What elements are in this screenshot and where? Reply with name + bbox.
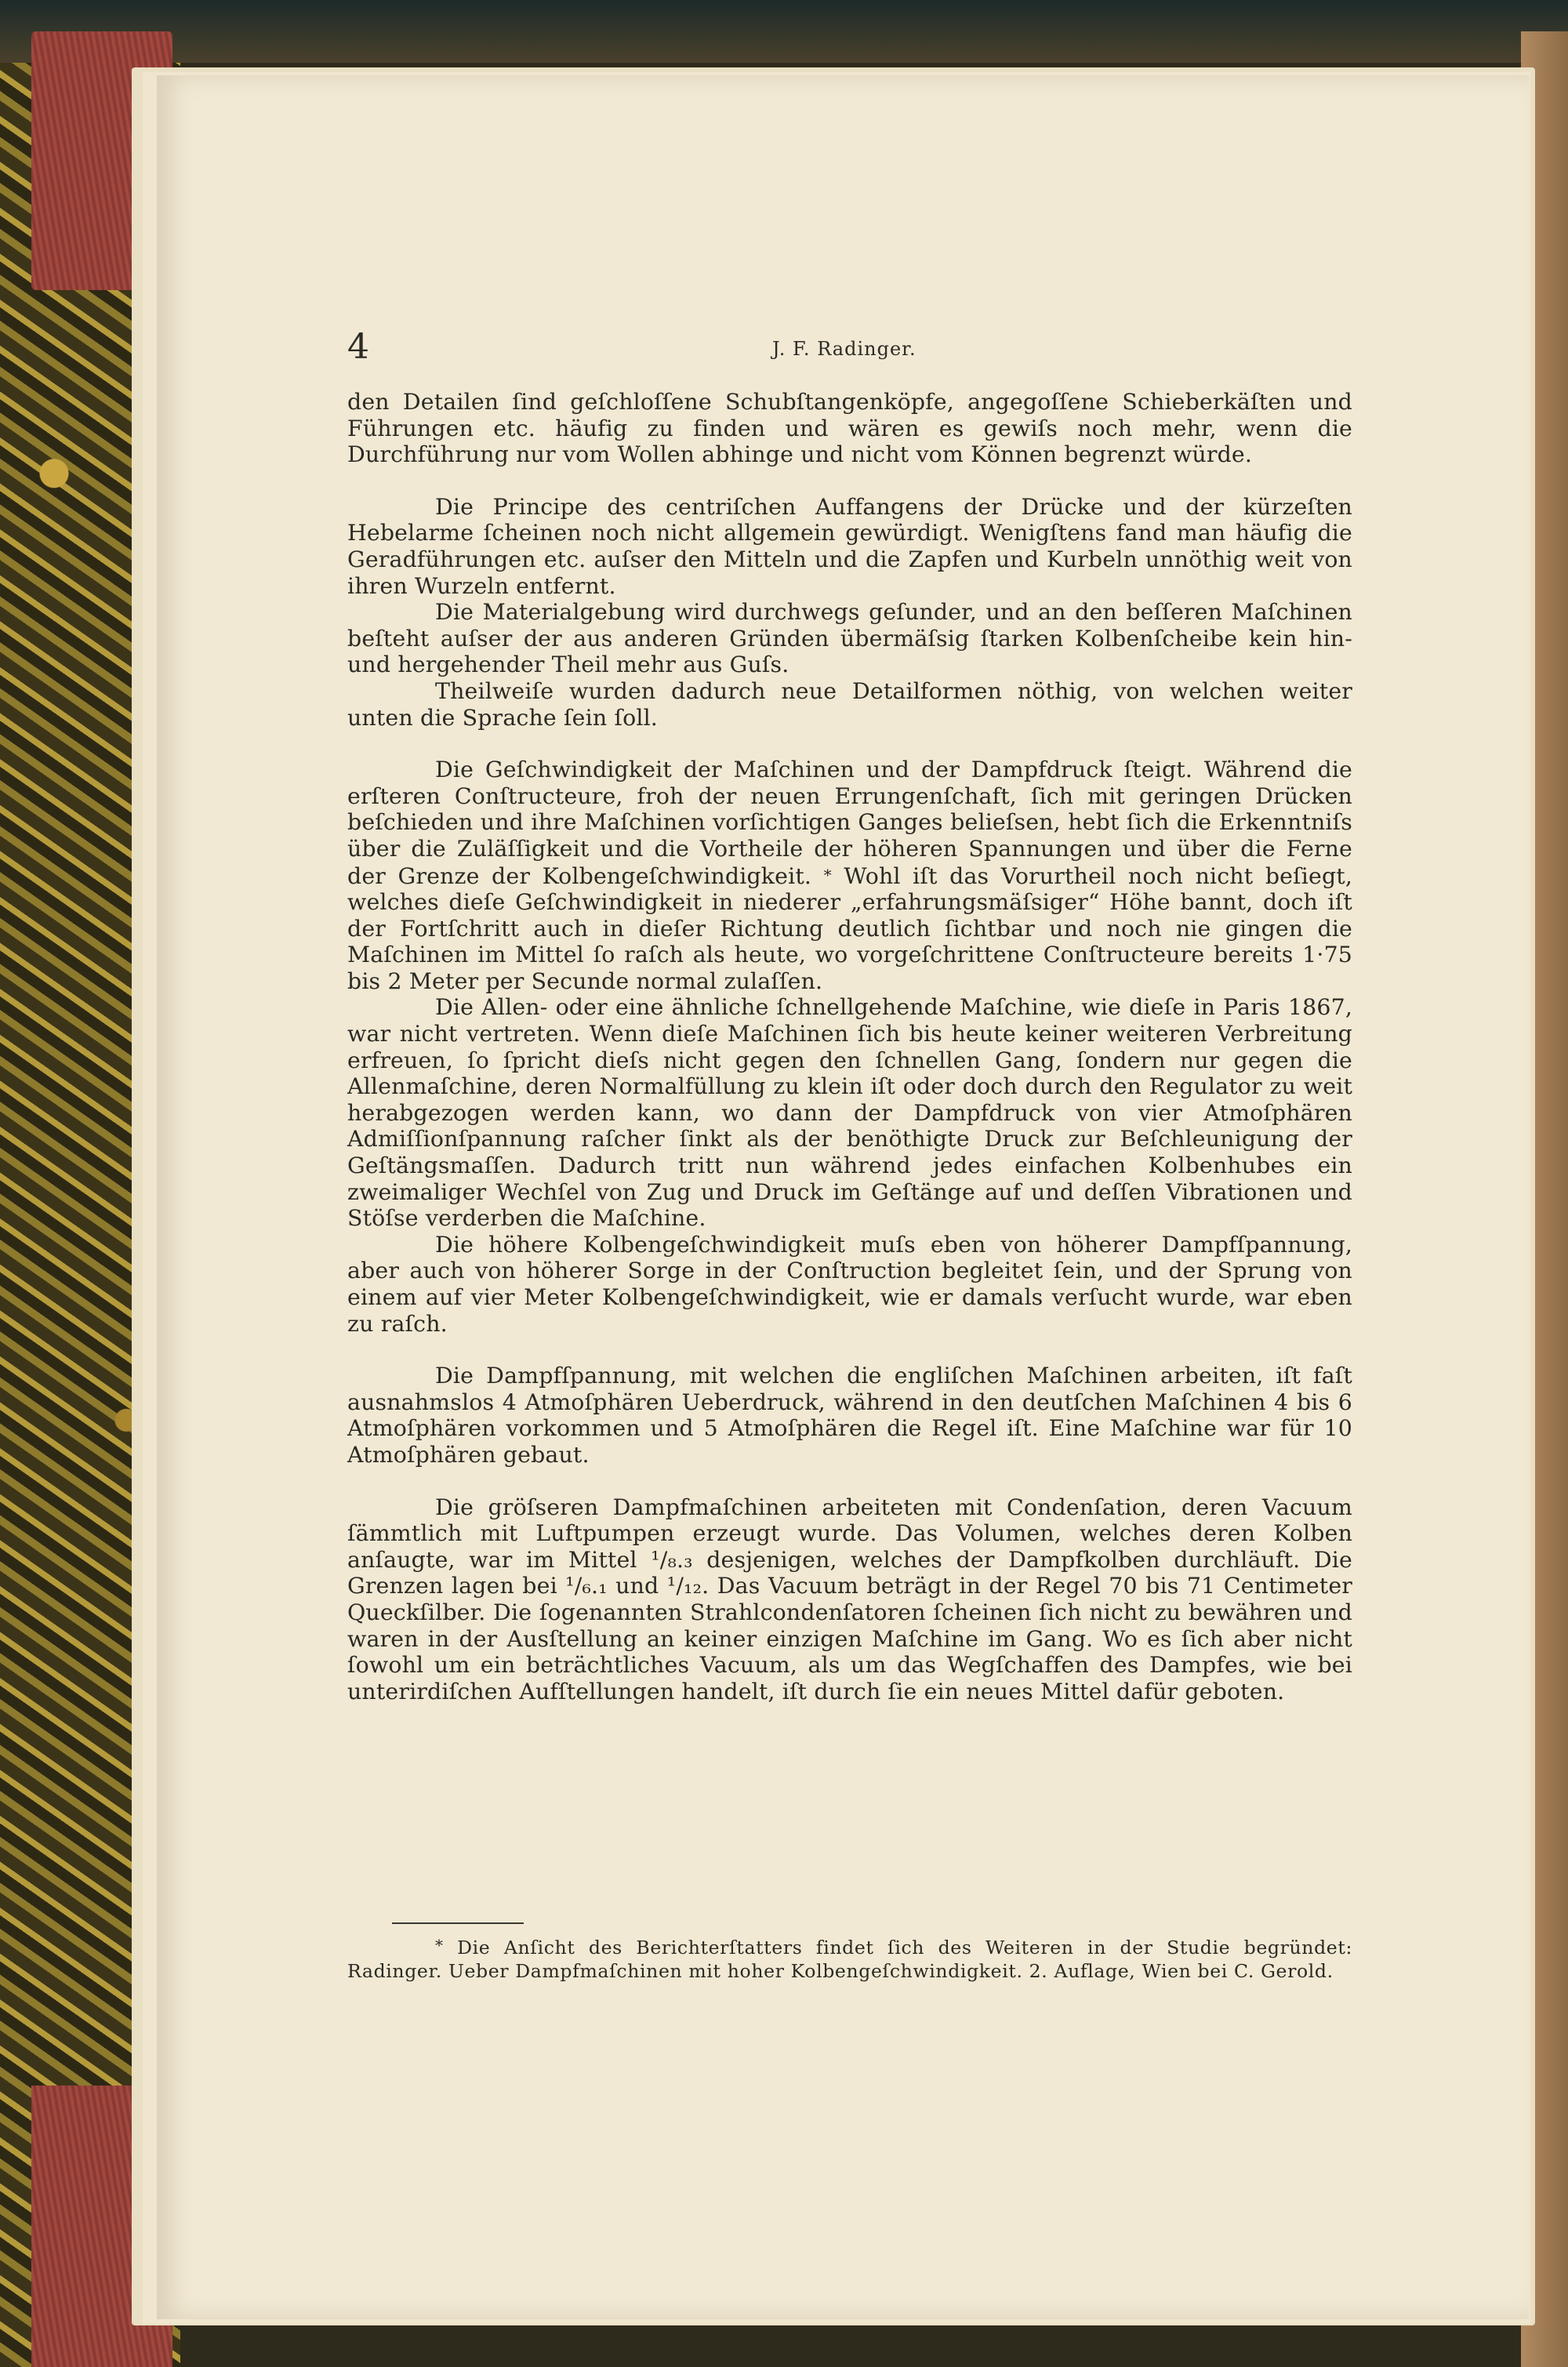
paragraph-5-text: Die Geſchwindigkeit der Maſchinen und der Dampfdruck ſteigt. Während die erſteren Conſtructeure, froh der neuen Errungenſchaft, ſich mit geringen Drücken beſchieden und ihre Maſchinen vorſichtigen Ganges belieſsen, hebt ſich die Erkenntniſs über die Zuläſſigkeit und die Vortheile der höheren Spannungen und über die Ferne der Grenze der Kolbengeſchwindigkeit. <box>347 757 1352 889</box>
footnote-marker-bottom: * <box>435 1936 444 1955</box>
footnote-divider <box>392 1922 524 1924</box>
footnote-paragraph <box>347 1933 1352 1983</box>
paragraph-8: Die Dampfſpannung, mit welchen die engliſchen Maſchinen arbeiten, iſt faſt ausnahmslos 4 Atmoſphären Ueberdruck, während in den deutſchen Maſchinen 4 bis 6 Atmoſphären vorkommen und 5 Atmoſphären die Regel iſt. Eine Maſchine war für 10 Atmoſphären gebaut. <box>347 1363 1352 1468</box>
page-number: 4 <box>347 327 369 367</box>
paragraph-5 <box>347 757 1352 994</box>
paragraph-7: Die höhere Kolbengeſchwindigkeit muſs eben von höherer Dampfſpannung, aber auch von höherer Sorge in der Conſtruction begleitet ſein, und der Sprung von einem auf vier Meter Kolbengeſchwindigkeit, wie er damals verſucht wurde, war eben zu raſch. <box>347 1231 1352 1337</box>
paragraph-1-line-3: Durchführung nur vom Wollen abhinge und nicht vom Können begrenzt würde. <box>347 441 1253 468</box>
footnote-marker: * <box>823 865 832 884</box>
paragraph-4: Theilweiſe wurden dadurch neue Detailformen nöthig, von welchen weiter unten die Sprache ſein ſoll. <box>347 677 1352 731</box>
paragraph-1-line-2: und Führungen etc. häufig zu finden und wären es gewiſs noch mehr, wenn die <box>347 389 1352 441</box>
paragraph-2: Die Principe des centriſchen Auffangens der Drücke und der kürzeſten Hebelarme ſcheinen noch nicht allgemein gewürdigt. Wenigſtens fand man häufig die Geradführungen etc. auſser den Mitteln und die Zapfen und Kurbeln unnöthig weit von ihren Wurzeln entfernt. <box>347 493 1352 599</box>
paragraph-5-continued: Wohl iſt das Vorurtheil noch nicht beſiegt, welches dieſe Geſchwindigkeit in niederer „erfahrungsmäſsiger“ Höhe bannt, doch iſt der Fortſchritt auch in dieſer Richtung deutlich ſichtbar und noch nie gingen die Maſchinen im Mittel ſo raſch als heute, wo vorgeſchrittene Conſtructeure bereits 1·75 bis 2 Meter per Secunde normal zulaſſen. <box>347 862 1352 994</box>
footnote <box>347 1933 1352 1983</box>
body-text <box>347 389 1352 1704</box>
paragraph-1 <box>347 389 1352 468</box>
paragraph-1-line-1: den Detailen ſind geſchloſſene Schubſtangenköpfe, angegoſſene Schieberkäſten <box>347 389 1296 415</box>
paragraph-6: Die Allen- oder eine ähnliche ſchnellgehende Maſchine, wie dieſe in Paris 1867, war nicht vertreten. Wenn dieſe Maſchinen ſich bis heute keiner weiteren Verbreitung erfreuen, ſo ſpricht dieſs nicht gegen den ſchnellen Gang, ſondern nur gegen die Allenmaſchine, deren Normalfüllung zu klein iſt oder doch durch den Regulator zu weit herabgezogen werden kann, wo dann der Dampfdruck von vier Atmoſphären Admiſſionſpannung raſcher ſinkt als der benöthigte Druck zur Beſchleunigung der Geſtängsmaſſen. Dadurch tritt nun während jedes einfachen Kolbenhubes ein zweimaliger Wechſel von Zug und Druck im Geſtänge auf und deſſen Vibrationen und Stöſse verderben die Maſchine. <box>347 994 1352 1232</box>
paragraph-9: Die gröſseren Dampfmaſchinen arbeiteten mit Condenſation, deren Vacuum ſämmtlich mit Luftpumpen erzeugt wurde. Das Volumen, welches deren Kolben anſaugte, war im Mittel ¹/₈.₃ desjenigen, welches der Dampfkolben durchläuft. Die Grenzen lagen bei ¹/₆.₁ und ¹/₁₂. Das Vacuum beträgt in der Regel 70 bis 71 Centimeter Queckſilber. Die ſogenannten Strahlcondenſatoren ſcheinen ſich nicht zu bewähren und waren in der Ausſtellung an keiner einzigen Maſchine im Gang. Wo es ſich aber nicht ſowohl um ein beträchtliches Vacuum, als um das Wegſchaffen des Dampfes, wie bei unterirdiſchen Aufſtellungen handelt, iſt durch ſie ein neues Mittel dafür geboten. <box>347 1494 1352 1704</box>
page-header <box>347 327 1351 372</box>
footnote-text: Die Anſicht des Berichterſtatters findet ſich des Weiteren in der Studie begründet: Radinger. Ueber Dampfmaſchinen mit hoher Kolbengeſchwindigkeit. 2. Auflage, Wien bei C. Gerold. <box>347 1937 1352 1982</box>
paragraph-3: Die Materialgebung wird durchwegs geſunder, und an den beſſeren Maſchinen beſteht auſser der aus anderen Gründen übermäſsig ſtarken Kolbenſcheibe kein hin- und hergehender Theil mehr aus Guſs. <box>347 599 1352 678</box>
book-top-edge <box>0 0 1568 63</box>
running-head: J. F. Radinger. <box>772 338 916 360</box>
